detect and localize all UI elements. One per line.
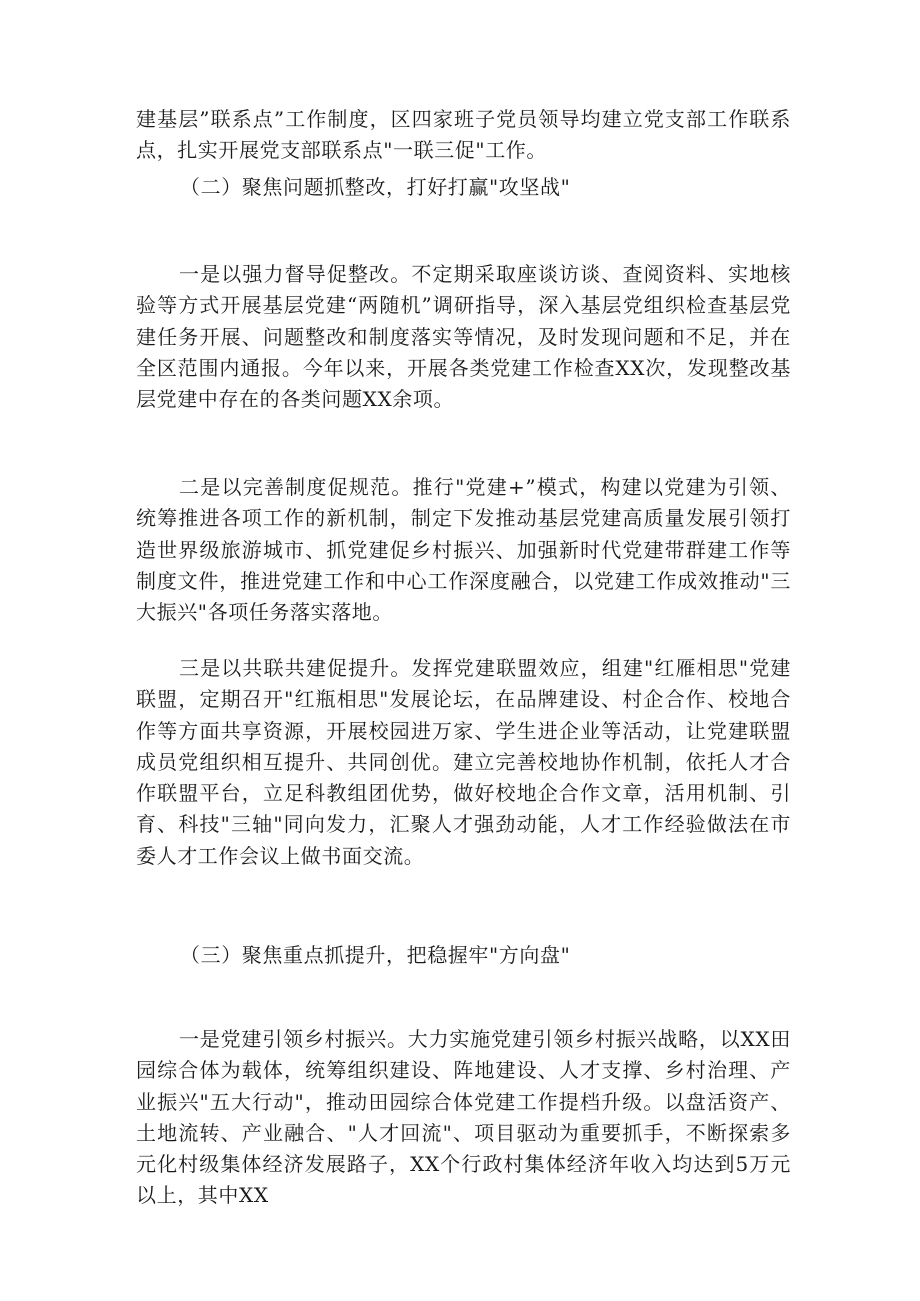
paragraph-supervision: 一是以强力督导促整改。不定期采取座谈访谈、查阅资料、实地核验等方式开展基层党建“两随机”调研指导，深入基层党组织检查基层党建任务开展、问题整改和制度落实等情况，及时发现问题和不足，并在全区范围内通报。今年以来，开展各类党建工作检查XX次，发现整改基层党建中存在的各类问题XX余项。	[136, 262, 791, 412]
paragraph-continuation: 建基层”联系点”工作制度，区四家班子党员领导均建立党支部工作联系点，扎实开展党支部联系点"一联三促"工作。	[136, 107, 791, 163]
section-heading-2: （二）聚焦问题抓整改，打好打赢"攻坚战"	[180, 175, 571, 199]
section-heading-3: （三）聚焦重点抓提升，把稳握牢"方向盘"	[180, 943, 571, 967]
paragraph-co-building: 三是以共联共建促提升。发挥党建联盟效应，组建"红雁相思"党建联盟，定期召开"红瓶相思"发展论坛，在品牌建设、村企合作、校地合作等方面共享资源，开展校园进万家、学生进企业等活动，让党建联盟成员党组织相互提升、共同创优。建立完善校地协作机制，依托人才合作联盟平台，立足科教组团优势，做好校地企合作文章，活用机制、引育、科技"三轴"同向发力，汇聚人才强劲动能，人才工作经验做法在市委人才工作会议上做书面交流。	[136, 656, 791, 868]
paragraph-rural-revitalization: 一是党建引领乡村振兴。大力实施党建引领乡村振兴战略，以XX田园综合体为载体，统筹组织建设、阵地建设、人才支撑、乡村治理、产业振兴"五大行动"，推动田园综合体党建工作提档升级。以盘活资产、土地流转、产业融合、"人才回流"、项目驱动为重要抓手，不断探索多元化村级集体经济发展路子，XX个行政村集体经济年收入均达到5万元以上，其中XX	[136, 1027, 791, 1208]
paragraph-system: 二是以完善制度促规范。推行"党建+”模式，构建以党建为引领、统筹推进各项工作的新机制，制定下发推动基层党建高质量发展引领打造世界级旅游城市、抓党建促乡村振兴、加强新时代党建带群建工作等制度文件，推进党建工作和中心工作深度融合，以党建工作成效推动"三大振兴"各项任务落实落地。	[136, 475, 791, 625]
